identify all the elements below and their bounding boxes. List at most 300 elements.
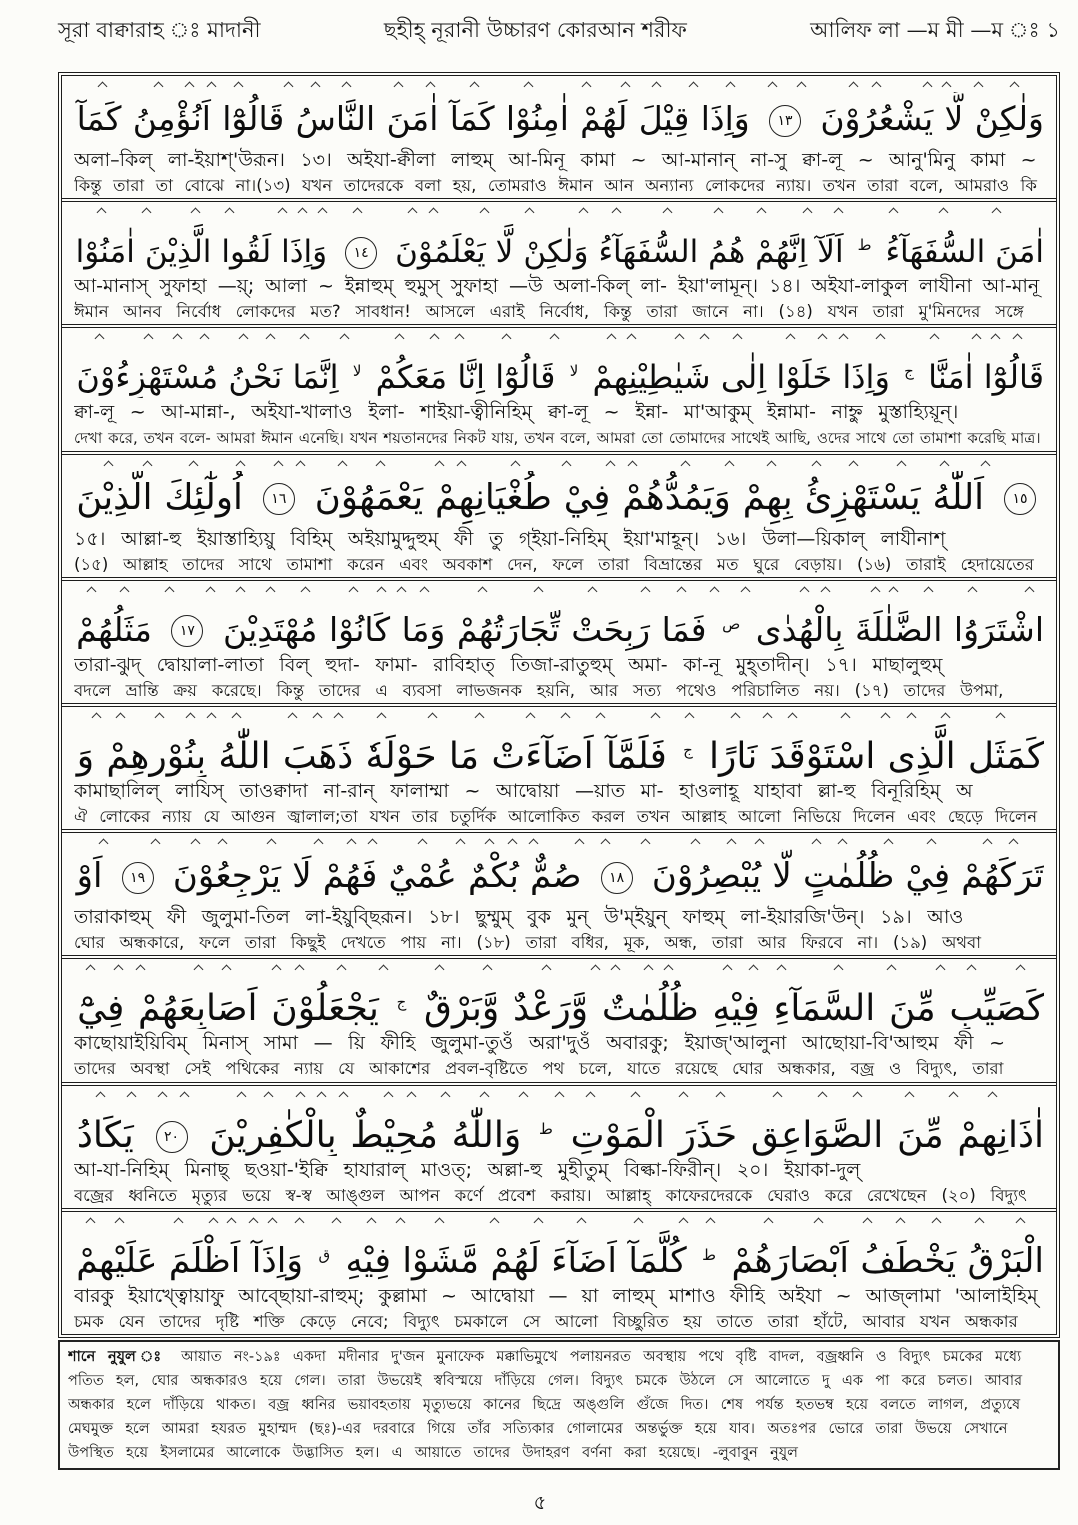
tajweed-mark	[651, 713, 661, 723]
tajweed-mark	[1015, 965, 1025, 975]
tajweed-mark	[974, 1217, 984, 1227]
tajweed-mark	[397, 586, 407, 596]
tajweed-mark	[104, 460, 114, 470]
arabic-verse-text	[77, 1115, 1044, 1156]
tajweed-mark	[685, 713, 695, 723]
tajweed-mark	[812, 460, 822, 470]
bengali-translation-text: কিন্তু তারা তা বোঝে না।(১৩) যখন তাদেরকে বলা হয়, তোমরাও ঈমান আন অন্যান্য লোকদের ন্যায়। তখন তারা বলে, আমরাও কি	[74, 176, 1037, 195]
tajweed-mark	[995, 713, 1005, 723]
tajweed-mark	[435, 965, 445, 975]
tajweed-marks	[74, 961, 1044, 975]
tajweed-mark	[114, 965, 124, 975]
bengali-pronunciation	[74, 777, 1044, 805]
tajweed-mark	[674, 334, 684, 344]
tajweed-mark	[91, 713, 101, 723]
tajweed-mark	[561, 460, 571, 470]
tajweed-mark	[429, 208, 439, 218]
tajweed-mark	[630, 1091, 640, 1101]
verse-block	[62, 1086, 1056, 1212]
tajweed-mark	[971, 334, 981, 344]
tajweed-mark	[484, 839, 494, 849]
tajweed-mark	[612, 208, 622, 218]
tajweed-mark	[85, 965, 95, 975]
tajweed-marks	[74, 78, 1044, 92]
tajweed-mark	[587, 586, 597, 596]
tajweed-mark	[988, 1091, 998, 1101]
waqf-sign: ص	[722, 614, 741, 633]
tajweed-mark	[483, 965, 493, 975]
tajweed-mark	[348, 586, 358, 596]
tajweed-mark	[426, 82, 436, 92]
tajweed-mark	[474, 713, 484, 723]
verse-block	[62, 328, 1056, 454]
tajweed-mark	[154, 82, 164, 92]
tajweed-mark	[716, 1091, 726, 1101]
bengali-pronunciation	[74, 525, 1044, 553]
tajweed-mark	[86, 586, 96, 596]
tajweed-mark	[200, 334, 210, 344]
tajweed-mark	[762, 713, 772, 723]
verse-block	[62, 1212, 1056, 1334]
tajweed-mark	[99, 839, 109, 849]
arabic-line	[74, 218, 1044, 272]
ayah-number-marker: ١٥	[1004, 483, 1036, 515]
bengali-pronunciation-text: অলা–কিল্ লা-ইয়াশ্'উরূন। ১৩। অইযা-ক্বীলা লাহুম্ আ-মিনূ কামা ~ আ-মানান্ না-সু ক্বা-লূ ~ আনু'মিনু কামা ~	[74, 149, 1037, 171]
shane-nuzul-line	[68, 1345, 1050, 1369]
tajweed-mark	[295, 1091, 305, 1101]
tajweed-mark	[457, 460, 467, 470]
tajweed-mark	[681, 460, 691, 470]
tajweed-mark	[786, 334, 796, 344]
tajweed-mark	[267, 839, 277, 849]
tajweed-mark	[314, 839, 324, 849]
tajweed-mark	[295, 460, 305, 470]
tajweed-mark	[862, 1217, 872, 1227]
bengali-pronunciation-text: বারকু ইয়াখ্ত্বোয়াফু আব্ছোয়া-রাহুম্; কুল্লামা ~ আদ্বোয়া — য়া লাহুম্ মাশাও ফীহি অইযা ~ আজ্লামা 'আলাইহিম্	[74, 1284, 1038, 1307]
tajweed-mark	[297, 208, 307, 218]
tajweed-mark	[948, 1091, 958, 1101]
tajweed-mark	[678, 1091, 688, 1101]
tajweed-mark	[333, 713, 343, 723]
tajweed-mark	[114, 1217, 124, 1227]
tajweed-mark	[889, 586, 899, 596]
tajweed-mark	[94, 334, 104, 344]
shane-nuzul-line	[68, 1393, 1050, 1417]
tajweed-mark	[662, 208, 672, 218]
tajweed-mark	[440, 1091, 450, 1101]
tajweed-mark	[231, 713, 241, 723]
tajweed-mark	[748, 965, 758, 975]
tajweed-mark	[725, 460, 735, 470]
tajweed-mark	[726, 839, 736, 849]
tajweed-mark	[766, 460, 776, 470]
verse-block	[62, 202, 1056, 328]
arabic-text: قَالُوْٓا اٰمَنَّا	[928, 358, 1044, 397]
bengali-pronunciation-text: তারাকাহুম্ ফী জুলুমা-তিল লা-ইয়ুব্ছিরূন। ১৮। ছুম্মুম্ বুক মুন্ উ'ম্ইয়ুন্ ফাহুম্ লা-ইয়ারজি'উন্। ১৯। আও	[74, 906, 964, 929]
tajweed-mark	[1025, 586, 1035, 596]
tajweed-mark	[375, 460, 385, 470]
arabic-text: صُمٌّ بُكْمٌ عُمْيٌ فَهُمْ لَا يَرْجِعُوْنَ	[172, 856, 582, 897]
tajweed-mark	[179, 1091, 189, 1101]
tajweed-mark	[585, 1091, 595, 1101]
arabic-text: وَلٰكِنْ لَّا يَشْعُرُوْنَ	[820, 99, 1044, 138]
tajweed-mark	[394, 334, 404, 344]
bengali-pronunciation-text: কামাছালিল্ লাযিস্ তাওক্বাদা না-রান্ ফালাম্মা ~ আদ্বোয়া —য়াত মা- হাওলাহূ যাহাবা ল্লা-হু বিনূরিহিম্ অ	[74, 780, 973, 803]
tajweed-mark	[595, 713, 605, 723]
tajweed-mark	[191, 839, 201, 849]
shane-nuzul-line-text: মেঘমুক্ত হলে আমরা হযরত মুহাম্মদ (ছঃ)-এর দরবারে গিয়ে তাঁর সত্যিকার গোলামের অন্তর্ভুক্ত হয়ে যাব। অতঃপর ভোরে তারা উভয়ে সেখানে	[68, 1421, 1008, 1437]
bengali-translation	[74, 1310, 1044, 1334]
tajweed-mark	[904, 1091, 914, 1101]
tajweed-mark	[812, 839, 822, 849]
tajweed-mark	[820, 586, 830, 596]
arabic-verse-text	[76, 234, 1044, 270]
bengali-translation	[74, 931, 1044, 955]
tajweed-marks	[74, 709, 1044, 723]
waqf-sign: ق	[318, 1245, 331, 1264]
tajweed-marks	[74, 330, 1044, 344]
tajweed-mark	[206, 586, 216, 596]
bengali-translation-text: তাদের অবস্থা সেই পথিকের ন্যায় যে আকাশের প্রবল-বৃষ্টিতে পথ চলে, যাতে রয়েছে ঘোর অন্ধকার, বজ্র ও বিদ্যুৎ, তারা	[74, 1059, 1004, 1079]
tajweed-mark	[185, 713, 195, 723]
tajweed-mark	[417, 839, 427, 849]
tajweed-mark	[502, 334, 512, 344]
verse-block	[62, 455, 1056, 581]
tajweed-mark	[96, 1091, 106, 1101]
tajweed-mark	[852, 1091, 862, 1101]
arabic-text: كَصَيِّبٍ مِّنَ السَّمَآءِ فِيْهِ ظُلُمٰتٌ وَّرَعْدٌ وَّبَرْقٌ	[424, 988, 1044, 1030]
tajweed-mark	[710, 586, 720, 596]
arabic-text: اٰمَنَ السُّفَهَآءُ	[885, 233, 1044, 270]
arabic-verse-text	[77, 856, 1044, 896]
tajweed-mark	[342, 82, 352, 92]
tajweed-mark	[664, 965, 674, 975]
arabic-text: قَالُوْٓا اِنَّا مَعَكُمْ	[375, 358, 556, 397]
tajweed-mark	[235, 460, 245, 470]
tajweed-mark	[818, 334, 828, 344]
bengali-pronunciation-text: ক্বা-লূ ~ আ-মান্না-, অইযা-খালাও ইলা- শাইয়া-ত্বীনিহিম্ ক্বা-লূ ~ ইন্না- মা'আকুম্ ইন্নামা- নাহ্নু মুস্তাহ্যিয়ূন্।	[74, 401, 959, 424]
tajweed-mark	[534, 586, 544, 596]
tajweed-mark	[523, 82, 533, 92]
shane-nuzul-box	[58, 1340, 1060, 1470]
waqf-sign: ج	[396, 993, 407, 1012]
tajweed-mark	[407, 1091, 417, 1101]
arabic-text: اَللّٰهُ يَسْتَهْزِئُ بِهِمْ وَيَمُدُّهُمْ فِيْ طُغْيَانِهِمْ يَعْمَهُوْنَ	[314, 476, 985, 518]
tajweed-mark	[419, 586, 429, 596]
tajweed-mark	[627, 460, 637, 470]
tajweed-mark	[511, 460, 521, 470]
tajweed-mark	[96, 208, 106, 218]
bengali-translation-text: ঈমান আনব নির্বোধ লোকদের মত? সাবধান! আসলে এরাই নির্বোধ, কিন্তু তারা জানে না। (১৪) যখন তারা মু'মিনদের সঙ্গে	[74, 302, 1024, 322]
tajweed-mark	[839, 334, 849, 344]
tajweed-marks	[74, 1088, 1044, 1102]
tajweed-mark	[763, 1217, 773, 1227]
tajweed-mark	[173, 1217, 183, 1227]
bengali-pronunciation	[74, 272, 1044, 300]
tajweed-mark	[610, 965, 620, 975]
waqf-sign: ط	[539, 1119, 553, 1138]
tajweed-mark	[478, 586, 488, 596]
tajweed-mark	[310, 82, 320, 92]
tajweed-mark	[939, 460, 949, 470]
tajweed-mark	[278, 208, 288, 218]
verse-block	[62, 959, 1056, 1085]
bengali-pronunciation	[74, 903, 1044, 931]
tajweed-mark	[555, 1091, 565, 1101]
tajweed-mark	[991, 208, 1001, 218]
tajweed-mark	[295, 1217, 305, 1227]
bengali-pronunciation	[74, 1282, 1044, 1310]
bengali-translation	[74, 679, 1044, 703]
tajweed-mark	[973, 82, 983, 92]
tajweed-mark	[881, 713, 891, 723]
tajweed-mark	[318, 208, 328, 218]
tajweed-mark	[470, 82, 480, 92]
tajweed-mark	[730, 713, 740, 723]
bengali-pronunciation-text: ১৫। আল্লা-হু ইয়াস্তাহ্যিয়ু বিহিম্ অইয়ামুদ্দুহুম্ ফী তু গ্ইয়া-নিহিম্ ইয়া'মাহূন্। ১৬। উলা—য়িকাল্ লাযীনাশ্	[74, 527, 946, 550]
tajweed-mark	[300, 334, 310, 344]
tajweed-mark	[940, 713, 950, 723]
tajweed-mark	[234, 82, 244, 92]
tajweed-mark	[248, 1217, 258, 1227]
arabic-text: كَمَثَلِ الَّذِى اسْتَوْقَدَ نَارًا	[709, 736, 1044, 778]
tajweed-mark	[428, 713, 438, 723]
arabic-verse-text	[76, 358, 1044, 396]
tajweed-mark	[768, 82, 778, 92]
tajweed-mark	[429, 334, 439, 344]
tajweed-mark	[184, 82, 194, 92]
tajweed-mark	[576, 1217, 586, 1227]
tajweed-mark	[1016, 1217, 1026, 1227]
tajweed-mark	[338, 1091, 348, 1101]
waqf-sign: ج	[904, 362, 914, 381]
tajweed-mark	[641, 839, 651, 849]
tajweed-mark	[206, 82, 216, 92]
arabic-text: فَمَا رَبِحَتْ تِّجَارَتُهُمْ وَمَا كَانُوْا مُهْتَدِيْنَ	[222, 609, 707, 649]
tajweed-mark	[142, 208, 152, 218]
tajweed-mark	[754, 839, 764, 849]
arabic-line	[74, 92, 1044, 146]
ayah-number-marker: ٢٠	[156, 1121, 188, 1153]
shane-nuzul-line-text	[68, 1349, 1021, 1365]
juz-name: আলিফ লা —ম মী —ম ঃ ১	[810, 17, 1060, 42]
arabic-verse-text	[76, 477, 1044, 518]
bengali-translation	[74, 1184, 1044, 1208]
arabic-text: وَاللّٰهُ مُحِيْطٌ بِالْكٰفِرِيْنَ	[209, 1114, 522, 1156]
tajweed-mark	[929, 334, 939, 344]
tajweed-mark	[833, 965, 843, 975]
arabic-verse-text	[76, 610, 1044, 649]
arabic-text: يَكَادُ	[76, 1114, 134, 1156]
tajweed-mark	[837, 839, 847, 849]
arabic-text: اَوْ	[76, 856, 103, 897]
tajweed-mark	[490, 1217, 500, 1227]
arabic-text: يَجْعَلُوْنَ اَصَابِعَهُمْ فِيْٓ	[77, 988, 379, 1030]
bengali-translation-text: ঐ লোকের ন্যায় যে আগুন জ্বালাল;তা যখন তার চতুর্দিক আলোকিত করল তখন আল্লাহ আলো নিভিয়ে দিলেন এবং ছেড়ে দিলেন	[74, 807, 1038, 827]
tajweed-mark	[518, 1091, 528, 1101]
tajweed-mark	[116, 713, 126, 723]
tajweed-mark	[550, 334, 560, 344]
tajweed-mark	[644, 965, 654, 975]
tajweed-mark	[264, 1091, 274, 1101]
tajweed-mark	[155, 713, 165, 723]
tajweed-mark	[797, 82, 807, 92]
tajweed-mark	[700, 334, 710, 344]
tajweed-mark	[936, 965, 946, 975]
bengali-translation	[74, 300, 1044, 324]
tajweed-mark	[287, 713, 297, 723]
verse-block	[62, 76, 1056, 202]
arabic-text: وَاِذَا خَلَوْا اِلٰى شَيٰطِيْنِهِمْ	[592, 358, 890, 397]
tajweed-mark	[849, 82, 859, 92]
arabic-line	[74, 344, 1044, 398]
tajweed-mark	[773, 1091, 783, 1101]
arabic-text: كُلَّمَآ اَضَآءَ لَهُمْ مَّشَوْا فِيْهِ	[345, 1241, 687, 1282]
bengali-translation-text: ঘোর অন্ধকারে, ফলে তারা কিছুই দেখতে পায় না। (১৮) তারা বধির, মূক, অন্ধ, তারা আর ফিরবে না। (১৯) অথবা	[74, 933, 982, 953]
tajweed-mark	[479, 1091, 489, 1101]
page-number: ৫	[533, 1490, 547, 1514]
tajweed-mark	[883, 839, 893, 849]
tajweed-mark	[507, 839, 517, 849]
tajweed-mark	[528, 839, 538, 849]
bengali-translation-text: বজ্রের ধ্বনিতে মৃত্যুর ভয়ে স্ব-স্ব আঙ্গুল আপন কর্ণে প্রবেশ করায়। আল্লাহ্ কাফেরদেরকে ঘেরাও করে রেখেছেন (২০) বিদ্যুৎ	[74, 1185, 1027, 1205]
tajweed-mark	[284, 82, 294, 92]
waqf-sign: ج	[683, 741, 693, 760]
bengali-translation-text: দেখা করে, তখন বলে- আমরা ঈমান এনেছি। যখন শয়তানদের নিকট যায়, তখন বলে, আমরা তো তোমাদের সাথেই আছি, ওদের সাথে তো তামাশা করেছি মাত্র।	[74, 429, 1041, 448]
arabic-verse-text	[77, 99, 1044, 138]
tajweed-mark	[273, 460, 283, 470]
tajweed-mark	[266, 334, 276, 344]
tajweed-mark	[337, 965, 347, 975]
tajweed-mark	[581, 82, 591, 92]
arabic-text: فَلَمَّآ اَضَآءَتْ مَا حَوْلَهٗ ذَهَبَ اللّٰهُ بِنُوْرِهِمْ وَ	[76, 736, 667, 778]
tajweed-mark	[849, 460, 859, 470]
tajweed-mark	[968, 586, 978, 596]
tajweed-mark	[926, 839, 936, 849]
arabic-text: وَاِذَآ اَظْلَمَ عَلَيْهِمْ	[76, 1241, 303, 1282]
verse-block	[62, 581, 1056, 707]
tajweed-mark	[294, 965, 304, 975]
bengali-translation-text: বদলে ভ্রান্তি ক্রয় করেছে। কিন্তু তাদের এ ব্যবসা লাভজনক হয়নি, আর সত্য পথেও পরিচালিত নয়। (১৭) তাদের উপমা,	[74, 680, 1004, 700]
tajweed-mark	[271, 965, 281, 975]
ayah-number-marker: ١٨	[601, 862, 633, 894]
shane-nuzul-line	[68, 1369, 1050, 1393]
tajweed-mark	[300, 586, 310, 596]
tajweed-mark	[239, 334, 249, 344]
tajweed-mark	[237, 1091, 247, 1101]
tajweed-mark	[224, 208, 234, 218]
tajweed-mark	[606, 460, 616, 470]
tajweed-mark	[367, 1217, 377, 1227]
tajweed-mark	[560, 713, 570, 723]
tajweed-mark	[722, 965, 732, 975]
tajweed-mark	[332, 1217, 342, 1227]
ayah-number-marker: ١٤	[345, 237, 377, 269]
bengali-pronunciation	[74, 1156, 1044, 1184]
tajweed-mark	[872, 82, 882, 92]
bengali-pronunciation	[74, 398, 1044, 426]
tajweed-mark	[942, 82, 952, 92]
tajweed-mark	[396, 1217, 406, 1227]
arabic-line	[74, 1102, 1044, 1156]
tajweed-mark	[226, 1217, 236, 1227]
bengali-translation	[74, 805, 1044, 829]
waqf-sign: ط	[702, 1245, 717, 1264]
bengali-translation	[74, 1057, 1044, 1081]
bengali-pronunciation-text: আ-যা-নিহিম্ মিনাছ্ ছওয়া-'ইক্বি হাযারাল্ মাওত্; অল্লা-হু মুহীতুম্ বিল্কা-ফিরীন্। ২০। ইয়াকা-দুল্	[74, 1158, 861, 1181]
tajweed-mark	[834, 208, 844, 218]
tajweed-mark	[607, 334, 617, 344]
tajweed-mark	[621, 82, 631, 92]
tajweed-mark	[266, 586, 276, 596]
tajweed-mark	[713, 208, 723, 218]
tajweed-marks	[74, 204, 1044, 218]
tajweed-mark	[434, 1217, 444, 1227]
tajweed-mark	[1009, 839, 1019, 849]
shane-nuzul-text: আয়াত নং-১৯ঃ একদা মদীনার দু'জন মুনাফেক মক্কাভিমুখে পলায়নরত অবস্থায় পথে বৃষ্টি বাদল, বজ্রধ্বনি ও বিদ্যুৎ চমকের মধ্যে	[181, 1349, 1022, 1365]
tajweed-mark	[339, 334, 349, 344]
ayah-number-marker: ١٦	[263, 483, 295, 515]
tajweed-mark	[353, 208, 363, 218]
surah-name: সূরা বাক্বারাহ ঃ মাদানী	[58, 17, 261, 42]
tajweed-mark	[394, 82, 404, 92]
tajweed-mark	[651, 82, 661, 92]
tajweed-mark	[268, 1217, 278, 1227]
arabic-text: وَاِذَا قِيْلَ لَهُمْ اٰمِنُوْا كَمَآ اٰمَنَ النَّاسُ قَالُوْٓا اَنُؤْمِنُ كَمَآ	[76, 99, 750, 138]
bengali-pronunciation-text: কাছোয়াইয়িবিম্ মিনাস্ সামা — য়ি ফীহি জুলুমা-তুওঁ অরা'দুওঁ অবারকু; ইয়াজ্'আলুনা আছোয়া-বি'আহুম ফী ~	[74, 1032, 1006, 1055]
tajweed-mark	[691, 839, 701, 849]
tajweed-mark	[316, 1091, 326, 1101]
tajweed-mark	[733, 334, 743, 344]
arabic-text: اٰذَانِهِمْ مِّنَ الصَّوَاعِقِ حَذَرَ الْمَوْتِ	[570, 1114, 1044, 1156]
tajweed-mark	[222, 965, 232, 975]
tajweed-mark	[931, 1217, 941, 1227]
bengali-pronunciation-text: আ-মানাস্ সুফাহা —য়্; আলা ~ ইন্নাহুম্ হুমুস্ সুফাহা —উ অলা-কিল্ লা- ইয়া'লামূন্। ১৪। অইযা-লাকুল লাযীনা আ-মানূ	[74, 275, 1040, 298]
tajweed-mark	[135, 965, 145, 975]
arabic-line	[74, 849, 1044, 903]
running-header	[58, 8, 1060, 54]
bengali-pronunciation	[74, 146, 1044, 174]
tajweed-mark	[208, 1217, 218, 1227]
tajweed-mark	[379, 965, 389, 975]
tajweed-mark	[841, 713, 851, 723]
tajweed-marks	[74, 1214, 1044, 1228]
tajweed-mark	[376, 713, 386, 723]
tajweed-mark	[194, 965, 204, 975]
tajweed-mark	[575, 839, 585, 849]
shane-nuzul-line	[68, 1417, 1050, 1441]
ayah-number-marker: ١٧	[171, 615, 203, 647]
tajweed-marks	[74, 583, 1044, 597]
tajweed-mark	[677, 586, 687, 596]
bengali-translation	[74, 174, 1044, 198]
tajweed-mark	[312, 713, 322, 723]
tajweed-mark	[456, 839, 466, 849]
arabic-text: اُولٰٓئِكَ الَّذِيْنَ	[76, 476, 243, 518]
tajweed-mark	[922, 82, 932, 92]
tajweed-mark	[966, 965, 976, 975]
tajweed-mark	[578, 208, 588, 218]
tajweed-mark	[455, 334, 465, 344]
tajweed-mark	[480, 208, 490, 218]
arabic-text: وَاِذَا لَقُوا الَّذِيْنَ اٰمَنُوْا	[75, 233, 328, 270]
tajweed-mark	[338, 460, 348, 470]
tajweed-mark	[384, 1091, 394, 1101]
tajweed-mark	[757, 208, 767, 218]
arabic-verse-text	[77, 736, 1044, 777]
tajweed-mark	[895, 1217, 905, 1227]
tajweed-mark	[1012, 334, 1022, 344]
